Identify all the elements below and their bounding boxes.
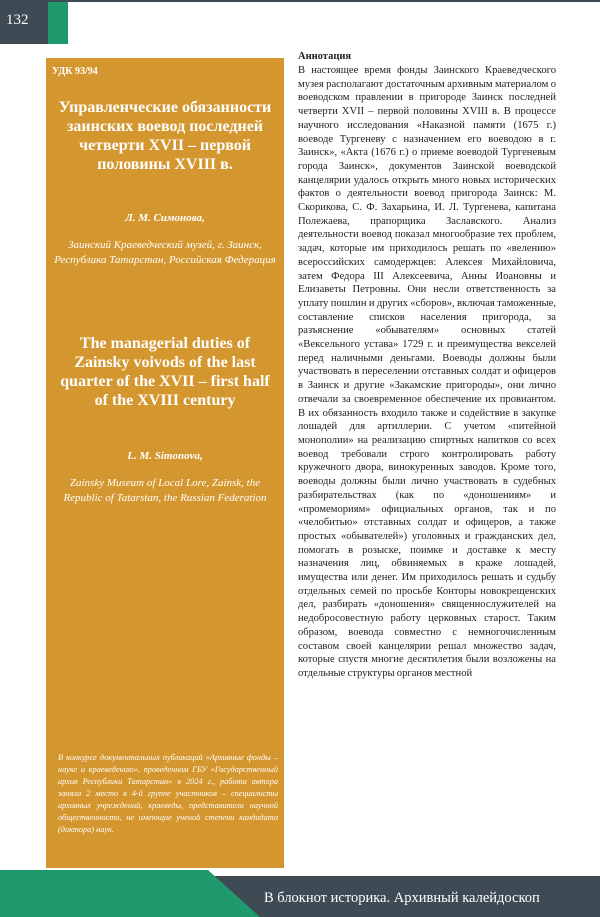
article-title-en: The managerial duties of Zainsky voivods of the last quarter of the XVII – first half of the XVIII century xyxy=(56,334,274,410)
running-footer-title: В блокнот историка. Архивный калейдоскоп xyxy=(264,890,540,907)
footer-bar xyxy=(0,870,600,917)
top-rule xyxy=(44,0,600,2)
competition-footnote: В конкурсе документальных публикаций «Архивные фонды – науке и краеведению», проведенном ГБУ «Государственный архив Республики Татарстан» в 2024 г., работа автора заняла 2 место в 4-й группе участников – специалисты архивных учреждений, краеведы, представители научной общественности, не имеющие ученой степени кандидата (доктора) наук. xyxy=(58,752,278,836)
author-name-en: L. M. Simonova, xyxy=(46,450,284,462)
annotation-text: В настоящее время фонды Заинского Краеведческого музея располагают достаточным архивным материалом о воеводском правлении в пригороде Заинск последней четверти XVII – первой половины XVIII в. В процессе научного исследования «Наказной памяти (1675 г.) воеводе Тургеневу с назначением его воеводою в г. Заинск», «Акта (1676 г.) о приеме воеводой Тургеневым города Заинск», документов Заинской воеводской канцелярии удалось открыть много новых исторических фактов о деятельности воевод пригорода Заинск: М. Скорикова, С. Ф. Захарьина, И. Л. Тургенева, капитана Полежаева, прапорщика Заславского. Анализ деятельности воевод показал многообразие тех проблем, задач, которые им приходилось решать по «велению» всероссийских самодержцев: Алексея Михайловича, затем Федора III Алексеевича, Анны Иоановны и Елизаветы Петровны. Они несли ответственность за уплату пошлин и других «сборов», включая таможенные, составление списков населения пригорода, за разъяснение «обывателям» основных статей «Вексельного устава» 1729 г. и преимущества векселей перед наличными деньгами. Воеводы должны были участвовать в переселении отставных солдат и офицеров в Заинск и другие «Закамские пригороды», они лично отвечали за своевременное обеспечение их провиантом. В их обязанность входило также и содействие в закупке лошадей для артиллерии. С учетом «питейной монополии» на реализацию спиртных напитков со всех воевод требовали строго контролировать работу кружечного двора, винокуренных заводов. Кроме того, воеводы должны были лично участвовать в судебных разбирательствах (как по «доношениям» и «промемориям» официальных органов, так и по «челобитью» отставных солдат и офицеров, а также простых «обывателей») уголовных и гражданских дел, помогать в розыске, поимке и доставке к месту назначения лиц, обвиняемых в краже лошадей, имущества или денег. Им приходилось решать и судьбу отдельных семей по просьбе Конторы новокрещенских дел, разбирать «доношения» священнослужителей на недобросовестную работу церковных старост. Таким образом, воевода совместно с немногочисленным составом своей канцелярии решал множество задач, которые спустя многие десятилетия были возложены на отдельные структуры органов местной xyxy=(298,64,556,681)
annotation-heading: Аннотация xyxy=(298,50,556,64)
author-affiliation-ru: Заинский Краеведческий музей, г. Заинск, Республика Татарстан, Российская Федерация xyxy=(52,238,278,268)
article-title-panel xyxy=(46,58,284,868)
author-affiliation-en: Zainsky Museum of Local Lore, Zainsk, the Republic of Tatarstan, the Russian Federation xyxy=(52,476,278,506)
annotation-block xyxy=(298,50,556,681)
article-title-ru: Управленческие обязанности заинских воевод последней четверти XVII – первой половины XVIII в. xyxy=(56,98,274,174)
page-number: 132 xyxy=(6,12,29,29)
top-bar xyxy=(0,0,600,44)
udk-code: УДК 93/94 xyxy=(52,66,98,77)
author-name-ru: Л. М. Симонова, xyxy=(46,212,284,224)
